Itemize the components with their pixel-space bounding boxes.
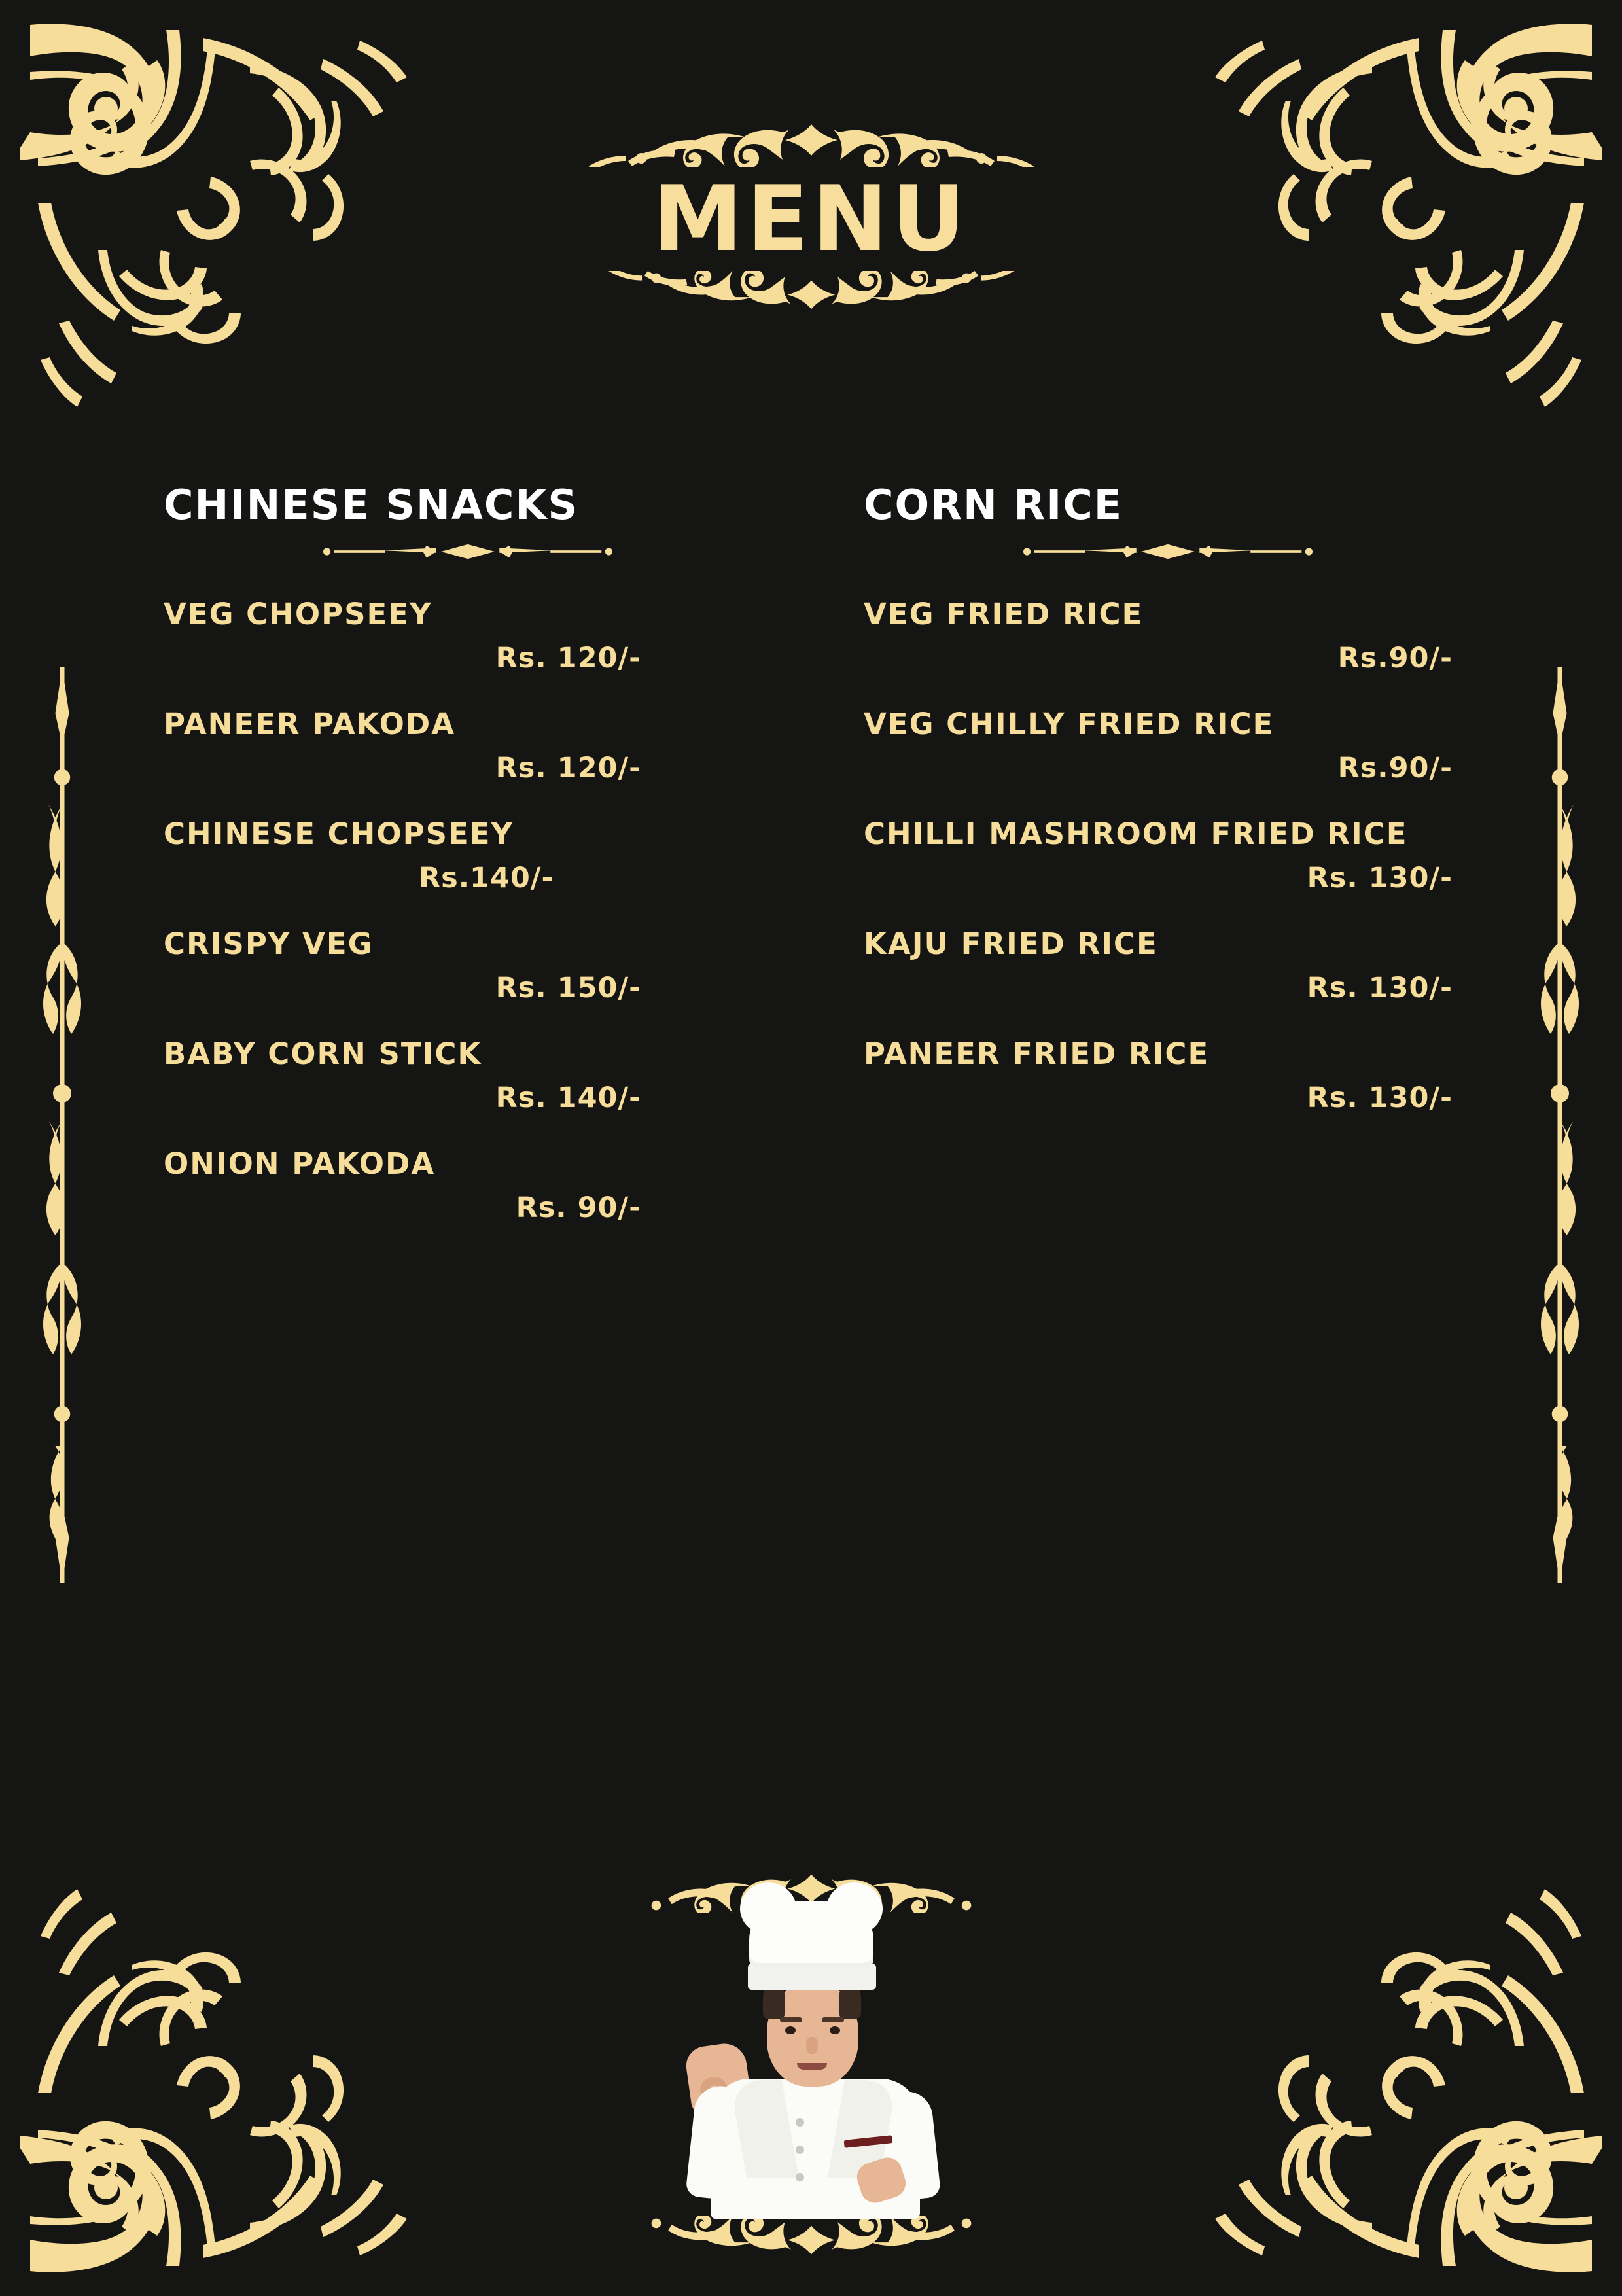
title-block: [0, 121, 1622, 311]
chef-eye-right: [830, 2026, 840, 2034]
menu-item-name: VEG CHOPSEEY: [164, 597, 432, 631]
column-divider-icon: [998, 543, 1338, 560]
chef-button: [796, 2118, 804, 2127]
menu-item-price: Rs.90/-: [1337, 752, 1453, 785]
menu-column-chinese-snacks: [144, 481, 792, 1256]
chef-illustration: [628, 1896, 995, 2223]
menu-item-name: CHINESE CHOPSEEY: [164, 817, 514, 851]
chef-button: [796, 2146, 804, 2154]
column-divider-icon: [298, 543, 638, 560]
menu-item-name: CRISPY VEG: [164, 927, 374, 961]
chef-nose: [806, 2037, 818, 2054]
chef-hat-icon: [749, 1901, 873, 1969]
menu-item: [844, 707, 1492, 817]
chef-button: [796, 2173, 804, 2181]
flourish-divider-bottom-icon: [576, 271, 1047, 311]
column-heading: CHINESE SNACKS: [164, 481, 579, 529]
menu-item-name: VEG FRIED RICE: [864, 597, 1144, 631]
menu-item-name: CHILLI MASHROOM FRIED RICE: [864, 817, 1408, 851]
menu-item: [144, 927, 792, 1036]
menu-item: [144, 817, 792, 927]
footer-illustration-block: [576, 1872, 1047, 2257]
menu-item: [844, 927, 1492, 1036]
column-heading: CORN RICE: [864, 481, 1123, 529]
menu-item-name: PANEER FRIED RICE: [864, 1036, 1210, 1071]
menu-item-name: ONION PAKODA: [164, 1146, 436, 1181]
menu-column-corn-rice: [844, 481, 1492, 1256]
menu-item-price: Rs. 90/-: [516, 1192, 641, 1224]
menu-item-price: Rs.90/-: [1337, 642, 1453, 675]
menu-item-name: KAJU FRIED RICE: [864, 927, 1158, 961]
menu-item-price: Rs. 120/-: [495, 642, 641, 675]
chef-eyebrow-left: [780, 2017, 802, 2022]
menu-item-price: Rs. 130/-: [1307, 862, 1453, 894]
menu-item-price: Rs. 140/-: [495, 1082, 641, 1114]
menu-item-price: Rs. 120/-: [495, 752, 641, 785]
chef-mouth: [797, 2063, 827, 2070]
page-title: MENU: [652, 166, 970, 272]
menu-item: [144, 1146, 792, 1256]
menu-item: [144, 707, 792, 817]
menu-item-price: Rs. 150/-: [495, 972, 641, 1004]
side-ornament-left: [39, 667, 85, 1583]
chef-eye-left: [785, 2026, 796, 2034]
side-ornament-right: [1537, 667, 1583, 1583]
menu-item: [144, 1036, 792, 1146]
menu-item-name: BABY CORN STICK: [164, 1036, 482, 1071]
menu-item: [844, 817, 1492, 927]
menu-columns: [144, 481, 1492, 1256]
menu-item-name: PANEER PAKODA: [164, 707, 456, 741]
menu-item-price: Rs. 130/-: [1307, 972, 1453, 1004]
menu-item: [144, 597, 792, 707]
corner-ornament-bottom-right: [1210, 1871, 1602, 2276]
chef-eyebrow-right: [822, 2017, 844, 2022]
menu-item: [844, 1036, 1492, 1146]
menu-item-name: VEG CHILLY FRIED RICE: [864, 707, 1275, 741]
menu-item-price: Rs.140/-: [419, 862, 554, 894]
flourish-divider-top-icon: [563, 121, 1060, 167]
menu-item: [844, 597, 1492, 707]
menu-item-price: Rs. 130/-: [1307, 1082, 1453, 1114]
corner-ornament-bottom-left: [20, 1871, 412, 2276]
